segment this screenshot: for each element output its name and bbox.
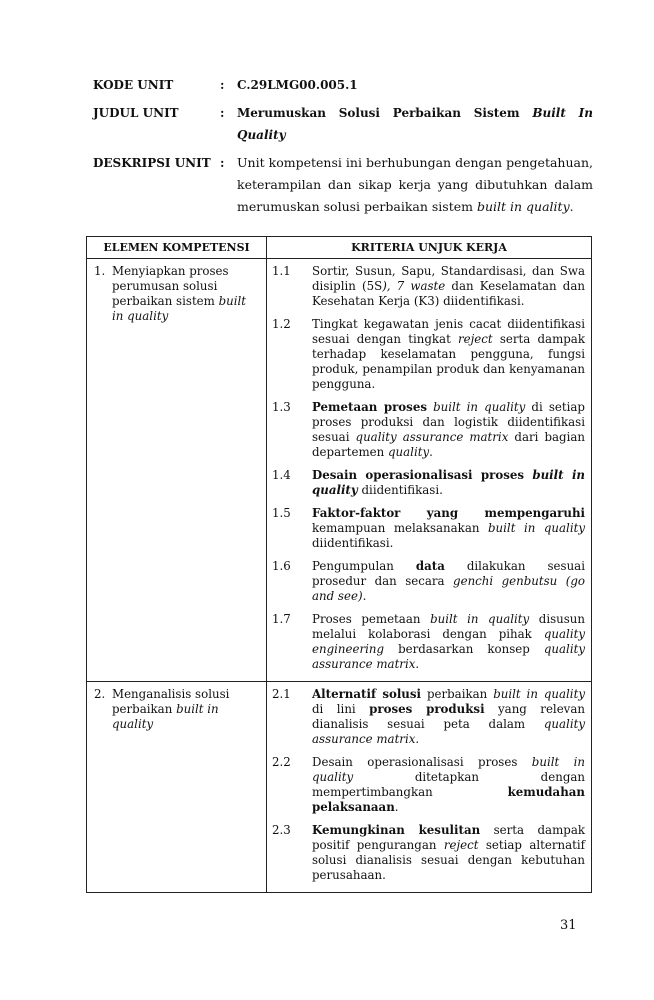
elemen-number: 2. [94, 687, 106, 701]
kriteria-item [272, 823, 585, 883]
kriteria-text-segment: kemudahan pelaksanaan [312, 785, 585, 814]
judul-unit-label: JUDUL UNIT [93, 106, 179, 120]
kriteria-number: 1.2 [272, 317, 291, 331]
kode-unit-row [93, 74, 593, 96]
table-row [87, 259, 592, 682]
table-row [87, 682, 592, 893]
kriteria-text-segment: . [429, 445, 433, 459]
kriteria-text [312, 559, 585, 604]
kriteria-text-segment: reject [443, 838, 479, 852]
kriteria-text-segment: di lini [312, 702, 370, 716]
kriteria-text-segment: disusun melalui kolaborasi dengan pihak [312, 612, 586, 641]
kriteria-text-segment: perbaikan [421, 687, 494, 701]
kriteria-item [272, 559, 585, 604]
kriteria-text-segment: Faktor-faktor yang mempengaruhi [312, 506, 585, 520]
kriteria-number: 1.7 [272, 612, 291, 626]
kriteria-text-segment: Kemungkinan kesulitan [312, 823, 481, 837]
judul-unit-colon: : [220, 106, 225, 120]
elemen-text [112, 687, 259, 732]
kriteria-text [312, 317, 585, 392]
elemen-kompetensi [88, 683, 265, 738]
kriteria-text-segment: dan Keselamatan dan Kesehatan Kerja (K3) diidentifikasi. [312, 279, 585, 308]
kode-unit-colon: : [220, 78, 225, 92]
elemen-text-italic: built in quality [112, 294, 247, 323]
kriteria-text-segment: genchi genbutsu (go and see) [312, 574, 585, 603]
deskripsi-unit-value [237, 152, 593, 218]
deskripsi-unit-row [93, 152, 593, 218]
kriteria-number: 1.6 [272, 559, 291, 573]
kode-unit-label: KODE UNIT [93, 78, 174, 92]
col-header-elemen: ELEMEN KOMPETENSI [87, 237, 267, 259]
kriteria-cell [267, 682, 592, 893]
page-number: 31 [560, 918, 577, 933]
kriteria-text-segment: ditetapkan dengan mempertimbangkan [312, 770, 585, 799]
judul-unit-text: Merumuskan Solusi Perbaikan Sistem [237, 106, 533, 120]
kriteria-number: 1.5 [272, 506, 291, 520]
elemen-kompetensi [88, 260, 265, 330]
kriteria-text [312, 400, 585, 460]
kriteria-text-segment: Desain operasionalisasi proses [312, 755, 532, 769]
elemen-text-italic: built in quality [112, 702, 219, 731]
kriteria-text-segment: quality engineering [312, 627, 585, 656]
kriteria-text-segment: quality [388, 445, 430, 459]
deskripsi-unit-label: DESKRIPSI UNIT [93, 156, 211, 170]
kriteria-item [272, 400, 585, 460]
deskripsi-text: Unit kompetensi ini berhubungan dengan pengetahuan, keterampilan dan sikap kerja yang dibutuhkan dalam merumuskan solusi perbaikan sistem [237, 155, 593, 214]
kriteria-item [272, 317, 585, 392]
kriteria-text [312, 264, 585, 309]
kriteria-number: 1.3 [272, 400, 291, 414]
kriteria-text-segment: serta dampak positif pengurangan [312, 823, 585, 852]
deskripsi-unit-colon: : [220, 156, 225, 170]
judul-unit-row [93, 102, 593, 146]
kriteria-text-segment: quality assurance matrix. [312, 717, 585, 746]
kriteria-item [272, 612, 585, 672]
kriteria-text-segment: . [362, 589, 367, 603]
elemen-text [112, 264, 259, 324]
col-header-kriteria: KRITERIA UNJUK KERJA [267, 237, 592, 259]
kode-unit-value: C.29LMG00.005.1 [237, 78, 358, 92]
kriteria-number: 2.3 [272, 823, 291, 837]
kriteria-item [272, 506, 585, 551]
kriteria-list [268, 683, 590, 891]
kriteria-item [272, 687, 585, 747]
elemen-cell [87, 259, 267, 682]
kriteria-text-segment: serta dampak terhadap keselamatan pengguna, fungsi produk, penampilan produk dan kenyamanan pengguna. [312, 332, 585, 391]
kriteria-number: 2.1 [272, 687, 291, 701]
kriteria-text-segment: Pengumpulan [312, 559, 416, 573]
competency-table [86, 236, 592, 893]
judul-unit-italic: Built In Quality [237, 106, 593, 142]
unit-header [93, 74, 593, 224]
kriteria-text-segment: Pemetaan proses [312, 400, 427, 414]
kriteria-number: 1.1 [272, 264, 291, 278]
kriteria-text [312, 687, 585, 747]
kriteria-text-segment: built in quality [312, 468, 585, 497]
kriteria-text-segment: di setiap proses produksi dan logistik diidentifikasi sesuai [312, 400, 585, 444]
elemen-text-main: Menyiapkan proses perumusan solusi perbaikan sistem [112, 264, 229, 308]
kriteria-text [312, 755, 585, 815]
kriteria-text-segment: diidentifikasi. [357, 483, 443, 497]
kriteria-text-segment: quality assurance matrix. [312, 642, 585, 671]
elemen-text-main: Menganalisis solusi perbaikan [112, 687, 230, 716]
kriteria-text-segment: dilakukan sesuai prosedur dan secara [312, 559, 585, 588]
kriteria-cell [267, 259, 592, 682]
kriteria-text-segment: built in quality [488, 521, 585, 535]
kriteria-text-segment: setiap alternatif solusi dianalisis sesuai dengan kebutuhan perusahaan. [312, 838, 586, 882]
kriteria-text-segment: yang relevan dianalisis sesuai peta dalam [312, 702, 585, 731]
kriteria-item [272, 468, 585, 498]
kriteria-number: 2.2 [272, 755, 291, 769]
kriteria-number: 1.4 [272, 468, 291, 482]
kriteria-text-segment: Sortir, Susun, Sapu, Standardisasi, dan Swa disiplin (5S [312, 264, 585, 293]
deskripsi-end: . [569, 199, 574, 214]
kriteria-text-segment: dari bagian departemen [312, 430, 585, 459]
kriteria-text-segment: diidentifikasi. [312, 536, 394, 550]
deskripsi-italic: built in quality [476, 199, 570, 214]
kriteria-item [272, 755, 585, 815]
kriteria-text [312, 506, 585, 551]
kriteria-text-segment: built in quality [493, 687, 585, 701]
kriteria-text-segment: kemampuan melaksanakan [312, 521, 488, 535]
kriteria-text-segment: built in quality [430, 612, 530, 626]
kriteria-text-segment: Desain operasionalisasi proses [312, 468, 533, 482]
kriteria-text-segment: berdasarkan konsep [384, 642, 544, 656]
kriteria-text-segment: Alternatif solusi [312, 687, 422, 701]
elemen-number: 1. [94, 264, 106, 278]
kriteria-text-segment: proses produksi [369, 702, 485, 716]
kriteria-text-segment: . [394, 800, 399, 814]
kriteria-text-segment: built in quality [433, 400, 526, 414]
kriteria-text-segment: Proses pemetaan [312, 612, 431, 626]
kriteria-text [312, 612, 585, 672]
kriteria-text-segment: built in quality [312, 755, 585, 784]
kriteria-text [312, 823, 585, 883]
table-header-row [87, 237, 592, 259]
elemen-cell [87, 682, 267, 893]
kriteria-item [272, 264, 585, 309]
kriteria-text-segment: ), 7 waste [382, 279, 446, 293]
kriteria-text-segment: quality assurance matrix [355, 430, 509, 444]
kriteria-text [312, 468, 585, 498]
kriteria-text-segment: reject [458, 332, 493, 346]
table-body [87, 259, 592, 893]
kriteria-text-segment: Tingkat kegawatan jenis cacat diidentifikasi sesuai dengan tingkat [312, 317, 585, 346]
judul-unit-value [237, 102, 593, 146]
kriteria-list [268, 260, 590, 680]
kriteria-text-segment: data [415, 559, 445, 573]
